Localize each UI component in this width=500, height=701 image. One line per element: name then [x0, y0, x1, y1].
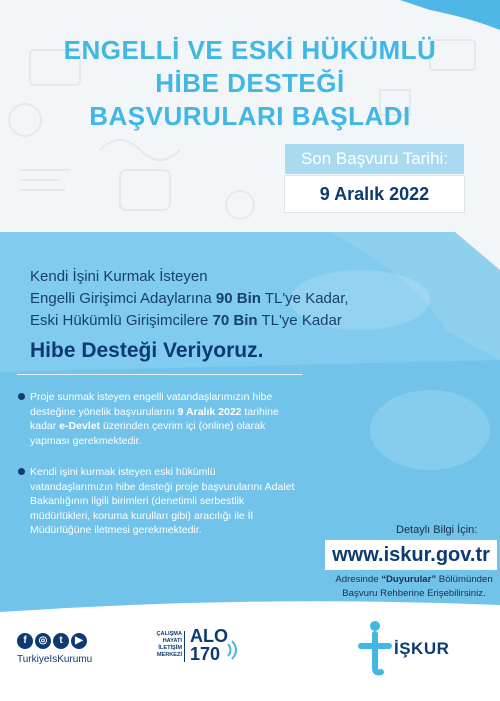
- intro-text: [30, 266, 410, 332]
- deadline-date: 9 Aralık 2022: [285, 176, 464, 212]
- youtube-icon[interactable]: ▶: [71, 633, 87, 649]
- bullet-dot-icon: [18, 468, 25, 475]
- intro-line-1: Kendi İşini Kurmak İsteyen: [30, 268, 208, 285]
- alo-caption-2: HAYATI: [162, 638, 182, 644]
- alo-caption-3: İLETİŞİM: [158, 645, 182, 651]
- intro-line-3-suffix: TL'ye Kadar: [257, 312, 342, 329]
- bullet-dot-icon: [18, 393, 25, 400]
- title-line-2: HİBE DESTEĞİ: [155, 68, 345, 98]
- facebook-icon[interactable]: f: [17, 633, 33, 649]
- bullet-1-date: 9 Aralık 2022: [177, 405, 242, 418]
- intro-line-2: [30, 288, 410, 310]
- title-line-3: BAŞVURULARI BAŞLADI: [89, 101, 411, 131]
- iskur-logo-icon: [357, 620, 393, 676]
- intro-line-2-suffix: TL'ye Kadar,: [260, 290, 349, 307]
- signal-waves-icon: [226, 640, 238, 660]
- alo-caption-4: MERKEZİ: [156, 652, 182, 658]
- social-icons: [17, 633, 87, 649]
- bullet-1-text-c: üzerinden çevrim içi (online) olarak yapması gerekmektedir.: [30, 420, 266, 447]
- bullet-item-2: [30, 465, 295, 538]
- deadline-label: Son Başvuru Tarihi:: [285, 144, 464, 174]
- more-info-label: Detaylı Bilgi İçin:: [396, 524, 478, 536]
- website-note-a: Adresinde: [335, 574, 382, 585]
- website-note-bold: “Duyurular”: [381, 574, 437, 585]
- instagram-icon[interactable]: ◎: [35, 633, 51, 649]
- alo-caption-1: ÇALIŞMA: [156, 631, 182, 637]
- bullet-item-1: [30, 390, 302, 448]
- page-title: [0, 34, 500, 133]
- social-handle: TurkiyeIsKurumu: [17, 654, 93, 665]
- disabled-grant-amount: 90 Bin: [215, 290, 261, 307]
- headline: Hibe Desteği Veriyoruz.: [30, 339, 264, 362]
- bullet-2-text: Kendi işini kurmak isteyen eski hükümlü vatandaşlarımızın hibe desteği proje başvurularını Adalet Bakanlığının ilgili birimleri (denetimli serbestlik müdürlükleri, koruma kurulları gibi) aracılığı ile İl Müdürlüğüne iletmesi gerekmektedir.: [30, 466, 295, 537]
- intro-line-3: [30, 310, 410, 332]
- bullet-1-edevlet: e-Devlet: [59, 420, 101, 433]
- intro-line-3-text: Eski Hükümlü Girişimcilere: [30, 312, 213, 329]
- intro-line-2-text: Engelli Girişimci Adaylarına: [30, 290, 216, 307]
- website-link[interactable]: www.iskur.gov.tr: [325, 540, 497, 570]
- alo-word: ALO: [190, 626, 228, 646]
- alo-number: 170: [190, 644, 221, 664]
- website-note-b: Bölümünden Başvuru Rehberine Erişebilirsiniz.: [342, 574, 493, 599]
- website-note: [332, 573, 496, 601]
- twitter-icon[interactable]: t: [53, 633, 69, 649]
- title-line-1: ENGELLİ VE ESKİ HÜKÜMLÜ: [63, 35, 437, 65]
- bullet-1-text-b: tarihine kadar: [30, 405, 279, 433]
- divider: [17, 374, 302, 375]
- alo-center-caption: [144, 631, 182, 659]
- alo-separator: [184, 631, 185, 662]
- exconvict-grant-amount: 70 Bin: [212, 312, 258, 329]
- bullet-1-text-a: Proje sunmak isteyen engelli vatandaşlarımızın hibe desteğine yönelik başvurularını: [30, 391, 273, 418]
- iskur-brand: İŞKUR: [394, 639, 450, 658]
